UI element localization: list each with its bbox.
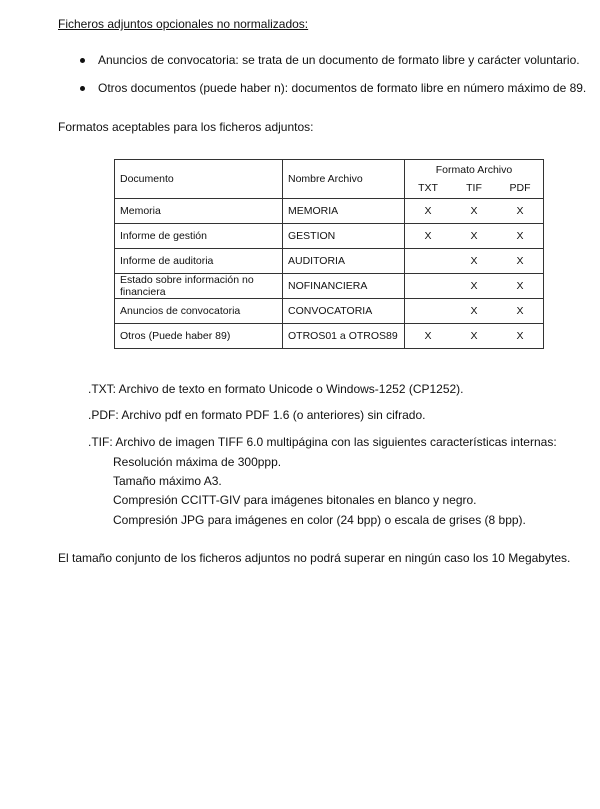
cell-tif: X <box>470 255 478 267</box>
cell-pdf: X <box>516 230 524 242</box>
cell-nombre: GESTION <box>283 224 405 249</box>
cell-txt <box>405 255 451 267</box>
cell-tif: X <box>470 205 478 217</box>
table-header-nombre: Nombre Archivo <box>283 160 405 199</box>
tif-detail: Resolución máxima de 300ppp. <box>113 455 282 469</box>
table-header-formato <box>405 160 544 199</box>
table-row <box>115 274 544 299</box>
note-pdf: .PDF: Archivo pdf en formato PDF 1.6 (o anteriores) sin cifrado. <box>88 408 426 422</box>
cell-tif: X <box>470 305 478 317</box>
cell-txt <box>405 280 451 292</box>
bullet-item: Otros documentos (puede haber n): documentos de formato libre en número máximo de 89. <box>98 81 587 95</box>
cell-tif: X <box>470 230 478 242</box>
cell-nombre: CONVOCATORIA <box>283 299 405 324</box>
tif-detail: Compresión CCITT-GIV para imágenes bitonales en blanco y negro. <box>113 493 477 507</box>
cell-txt <box>405 305 451 317</box>
table-row <box>115 224 544 249</box>
formato-archivo-label: Formato Archivo <box>435 164 513 176</box>
table-row <box>115 249 544 274</box>
bullet-dot-icon <box>80 86 85 91</box>
cell-nombre: AUDITORIA <box>283 249 405 274</box>
cell-pdf: X <box>516 255 524 267</box>
header-tif: TIF <box>466 182 482 194</box>
cell-documento: Informe de auditoria <box>115 249 283 274</box>
tif-detail: Tamaño máximo A3. <box>113 474 222 488</box>
cell-documento: Anuncios de convocatoria <box>115 299 283 324</box>
cell-pdf: X <box>516 205 524 217</box>
formats-table <box>114 159 544 349</box>
note-txt: .TXT: Archivo de texto en formato Unicode o Windows-1252 (CP1252). <box>88 382 464 396</box>
formats-heading: Formatos aceptables para los ficheros adjuntos: <box>58 120 314 134</box>
cell-txt: X <box>424 230 432 242</box>
table-row <box>115 324 544 349</box>
note-tif: .TIF: Archivo de imagen TIFF 6.0 multipágina con las siguientes características internas: <box>88 435 557 449</box>
cell-tif: X <box>470 330 478 342</box>
tif-detail: Compresión JPG para imágenes en color (24 bpp) o escala de grises (8 bpp). <box>113 513 526 527</box>
size-limit-text: El tamaño conjunto de los ficheros adjuntos no podrá superar en ningún caso los 10 Megabytes. <box>58 551 571 565</box>
cell-pdf: X <box>516 280 524 292</box>
cell-nombre: NOFINANCIERA <box>283 274 405 299</box>
section-heading: Ficheros adjuntos opcionales no normalizados: <box>58 17 309 31</box>
header-pdf: PDF <box>509 182 531 194</box>
cell-pdf: X <box>516 330 524 342</box>
cell-nombre: MEMORIA <box>283 199 405 224</box>
cell-documento: Otros (Puede haber 89) <box>115 324 283 349</box>
bullet-dot-icon <box>80 58 85 63</box>
table-header-documento: Documento <box>115 160 283 199</box>
cell-nombre: OTROS01 a OTROS89 <box>283 324 405 349</box>
cell-documento: Estado sobre información no financiera <box>115 274 283 299</box>
cell-pdf: X <box>516 305 524 317</box>
bullet-item: Anuncios de convocatoria: se trata de un documento de formato libre y carácter voluntario. <box>98 53 580 67</box>
cell-tif: X <box>470 280 478 292</box>
cell-documento: Informe de gestión <box>115 224 283 249</box>
cell-documento: Memoria <box>115 199 283 224</box>
table-row <box>115 299 544 324</box>
header-txt: TXT <box>418 182 438 194</box>
cell-txt: X <box>424 330 432 342</box>
cell-txt: X <box>424 205 432 217</box>
table-row <box>115 199 544 224</box>
